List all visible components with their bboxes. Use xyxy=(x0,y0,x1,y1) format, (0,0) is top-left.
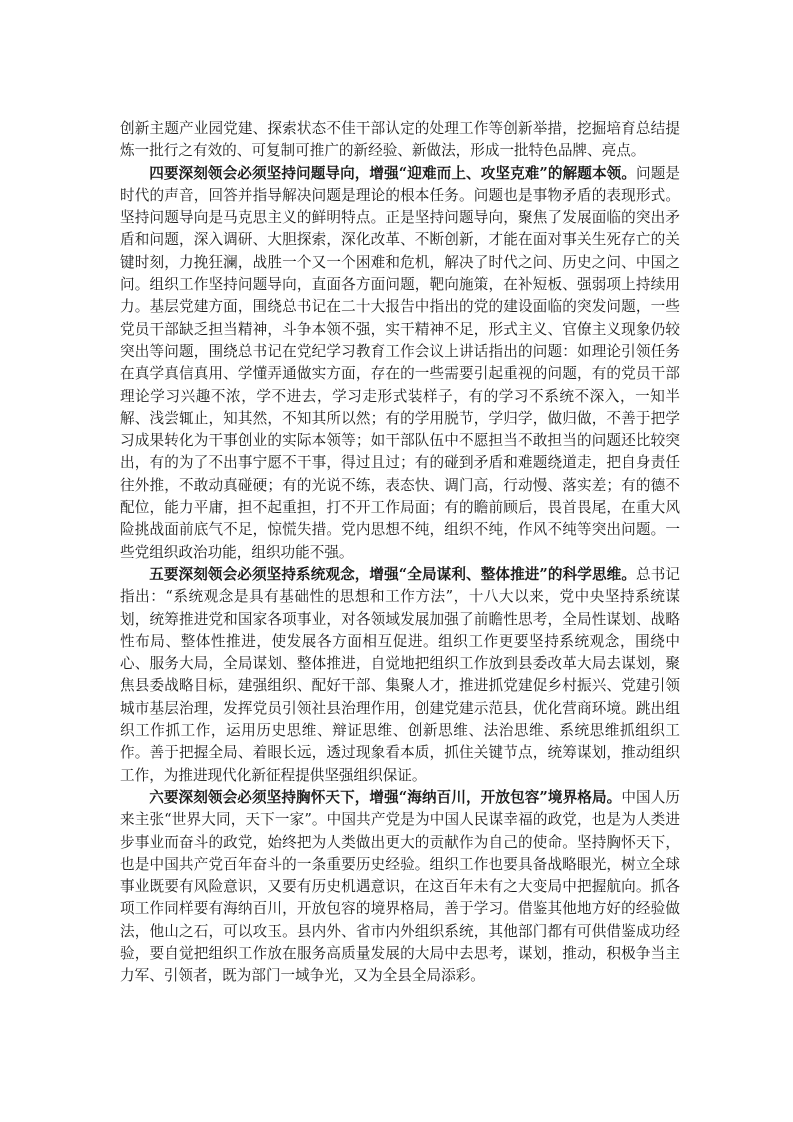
paragraph-heading: 五要深刻领会必须坚持系统观念，增强“全局谋利、整体推进”的科学思维。 xyxy=(149,565,637,583)
paragraph-heading: 四要深刻领会必须坚持问题导向，增强“迎难而上、攻坚克难”的解题本领。 xyxy=(149,164,637,182)
paragraph-body: 创新主题产业园党建、探索状态不佳干部认定的处理工作等创新举措，挖掘培育总结提炼一批行之有效的、可复制可推广的新经验、新做法，形成一批特色品牌、亮点。 xyxy=(120,120,680,160)
document-page xyxy=(120,118,680,988)
paragraph-body: 中国人历来主张“世界大同，天下一家”。中国共产党是为中国人民谋幸福的政党，也是为人类进步事业而奋斗的政党，始终把为人类做出更大的贡献作为自己的使命。坚持胸怀天下，也是中国共产党百年奋斗的一条重要历史经验。组织工作也要具备战略眼光，树立全球事业既要有风险意识，又要有历史机遇意识，在这百年未有之大变局中把握航向。抓各项工作同样要有海纳百川，开放包容的境界格局，善于学习。借鉴其他地方好的经验做法，他山之石，可以攻玉。县内外、省市内外组织系统，其他部门都有可供借鉴成功经验，要自觉把组织工作放在服务高质量发展的大局中去思考，谋划，推动，积极争当主力军、引领者，既为部门一域争光，又为全县全局添彩。 xyxy=(120,788,680,985)
paragraph-point-four xyxy=(120,163,680,564)
paragraph-point-five xyxy=(120,564,680,787)
paragraph-heading: 六要深刻领会必须坚持胸怀天下，增强“海纳百川，开放包容”境界格局。 xyxy=(149,788,622,806)
paragraph-point-six xyxy=(120,787,680,988)
paragraph-body: 问题是时代的声音，回答并指导解决问题是理论的根本任务。问题也是事物矛盾的表现形式。坚持问题导向是马克思主义的鲜明特点。正是坚持问题导向，聚焦了发展面临的突出矛盾和问题，深入调研、大胆探索，深化改革、不断创新，才能在面对事关生死存亡的关键时刻，力挽狂澜，战胜一个又一个困难和危机，解决了时代之问、历史之问、中国之问。组织工作坚持问题导向，直面各方面问题，靶向施策，在补短板、强弱项上持续用力。基层党建方面，围绕总书记在二十大报告中指出的党的建设面临的突发问题，一些党员干部缺乏担当精神，斗争本领不强，实干精神不足，形式主义、官僚主义现象仍较突出等问题，围绕总书记在党纪学习教育工作会议上讲话指出的问题：如理论引领任务在真学真信真用、学懂弄通做实方面，存在的一些需要引起重视的问题，有的党员干部理论学习兴趣不浓，学不进去，学习走形式装样子，有的学习不系统不深入，一知半解、浅尝辄止，知其然，不知其所以然；有的学用脱节，学归学，做归做，不善于把学习成果转化为干事创业的实际本领等；如干部队伍中不愿担当不敢担当的问题还比较突出，有的为了不出事宁愿不干事，得过且过；有的碰到矛盾和难题绕道走，把自身责任往外推，不敢动真碰硬；有的光说不练，表态快、调门高，行动慢、落实差；有的德不配位，能力平庸，担不起重担，打不开工作局面；有的瞻前顾后，畏首畏尾，在重大风险挑战面前底气不足，惊慌失措。党内思想不纯，组织不纯，作风不纯等突出问题。一些党组织政治功能，组织功能不强。 xyxy=(120,164,680,561)
paragraph-continuation xyxy=(120,118,680,163)
paragraph-body: 总书记指出：“系统观念是具有基础性的思想和工作方法”，十八大以来，党中央坚持系统谋划，统筹推进党和国家各项事业，对各领域发展加强了前瞻性思考，全局性谋划、战略性布局、整体性推进，使发展各方面相互促进。组织工作更要坚持系统观念，围绕中心、服务大局，全局谋划、整体推进，自觉地把组织工作放到县委改革大局去谋划，聚焦县委战略目标，建强组织、配好干部、集聚人才，推进抓党建促乡村振兴、党建引领城市基层治理，发挥党员引领社县治理作用，创建党建示范县，优化营商环境。跳出组织工作抓工作，运用历史思维、辩证思维、创新思维、法治思维、系统思维抓组织工作。善于把握全局、着眼长远，透过现象看本质，抓住关键节点，统筹谋划，推动组织工作，为推进现代化新征程提供坚强组织保证。 xyxy=(120,565,680,784)
